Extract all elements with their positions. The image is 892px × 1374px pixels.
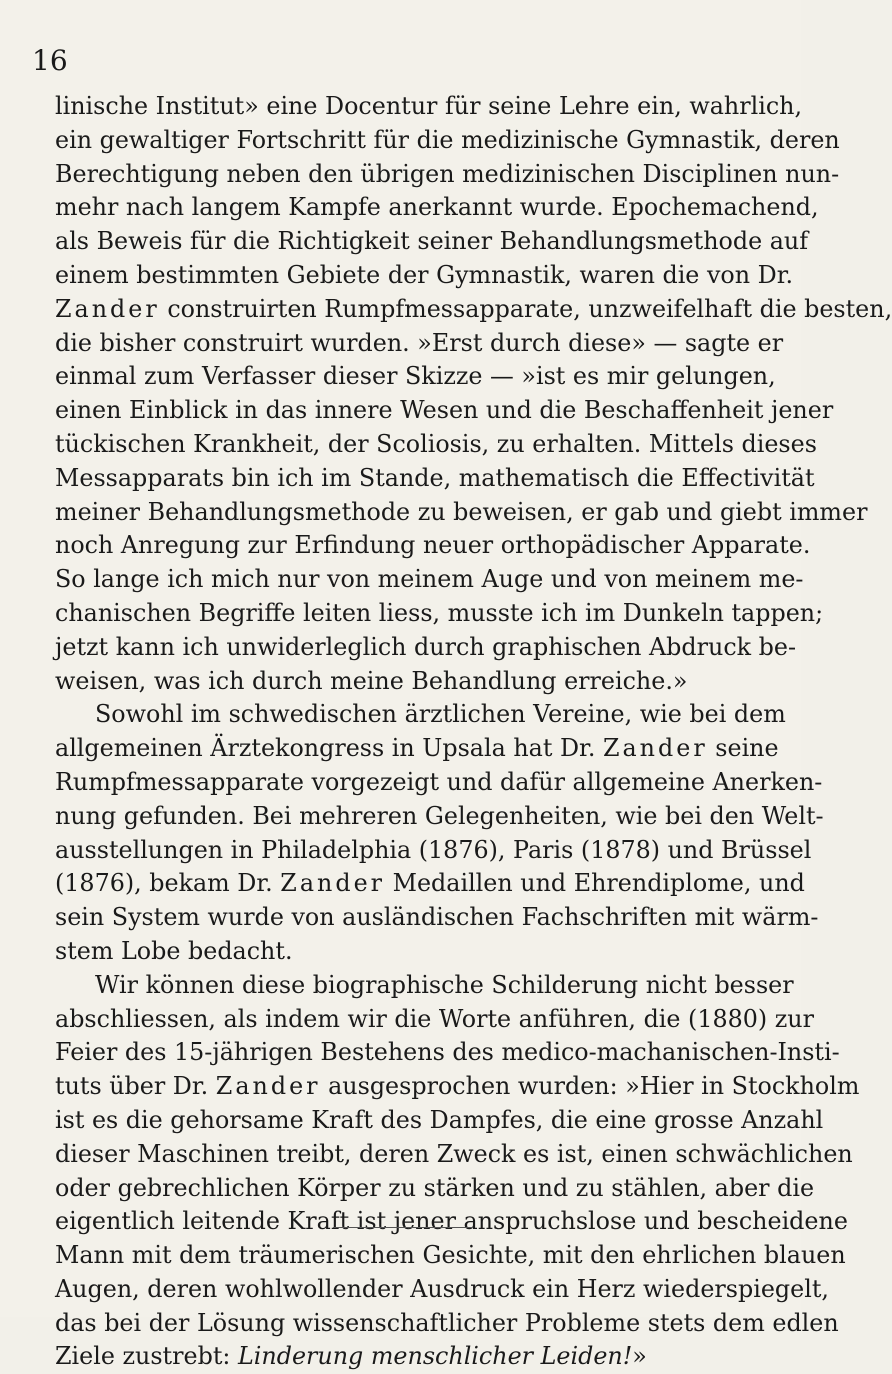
text-line: ist es die gehorsame Kraft des Dampfes, die eine grosse Anzahl <box>55 1105 824 1134</box>
text-line: Augen, deren wohlwollender Ausdruck ein Herz wiederspiegelt, <box>55 1274 829 1303</box>
text-line <box>55 732 779 766</box>
text-line <box>55 293 892 327</box>
text-line: Wir können diese biographische Schilderung nicht besser <box>95 970 794 999</box>
text-line: eigentlich leitende Kraft ist jener anspruchslose und bescheidene <box>55 1207 848 1236</box>
text-line: meiner Behandlungsmethode zu beweisen, er gab und giebt immer <box>55 497 868 526</box>
text-line <box>55 1070 860 1104</box>
text-run: construirten Rumpfmessapparate, unzweifelhaft die besten, <box>159 294 892 323</box>
text-line: noch Anregung zur Erfindung neuer orthopädischer Apparate. <box>55 531 811 560</box>
text-line: weisen, was ich durch meine Behandlung erreiche.» <box>55 666 688 695</box>
text-line: nung gefunden. Bei mehreren Gelegenheiten, wie bei den Welt- <box>55 801 824 830</box>
text-line: Berechtigung neben den übrigen medizinischen Disciplinen nun- <box>55 159 840 188</box>
text-line: So lange ich mich nur von meinem Auge und von meinem me- <box>55 565 804 594</box>
body-text <box>55 90 892 1374</box>
text-line: die bisher construirt wurden. »Erst durch diese» — sagte er <box>55 328 784 357</box>
text-line: linische Institut» eine Docentur für seine Lehre ein, wahrlich, <box>55 92 803 120</box>
text-line: jetzt kann ich unwiderleglich durch graphischen Abdruck be- <box>55 632 797 661</box>
text-line: einmal zum Verfasser dieser Skizze — »ist es mir gelungen, <box>55 362 776 391</box>
text-run: seine <box>707 734 779 763</box>
page-number: 16 <box>32 44 68 77</box>
text-line: stem Lobe bedacht. <box>55 936 293 965</box>
text-line: einem bestimmten Gebiete der Gymnastik, waren die von Dr. <box>55 260 794 289</box>
text-line: Sowohl im schwedischen ärztlichen Vereine, wie bei dem <box>95 700 786 729</box>
text-line: Feier des 15-jährigen Bestehens des medico-machanischen-Insti- <box>55 1038 840 1067</box>
text-line: als Beweis für die Richtigkeit seiner Behandlungsmethode auf <box>55 227 809 256</box>
spaced-name: Zander <box>602 734 708 763</box>
text-line: chanischen Begriffe leiten liess, musste ich im Dunkeln tappen; <box>55 598 824 627</box>
text-line: abschliessen, als indem wir die Worte anführen, die (1880) zur <box>55 1004 814 1033</box>
text-line: Mann mit dem träumerischen Gesichte, mit den ehrlichen blauen <box>55 1241 846 1270</box>
end-rule <box>333 1227 473 1228</box>
italic-phrase: Linderung menschlicher Leiden! <box>237 1342 633 1371</box>
spaced-name: Zander <box>215 1072 321 1101</box>
text-run: tuts über Dr. <box>55 1072 216 1101</box>
spaced-name: Zander <box>280 869 386 898</box>
text-line: ausstellungen in Philadelphia (1876), Paris (1878) und Brüssel <box>55 835 812 864</box>
text-line: Rumpfmessapparate vorgezeigt und dafür allgemeine Anerken- <box>55 767 823 796</box>
text-line: das bei der Lösung wissenschaftlicher Probleme stets dem edlen <box>55 1308 839 1337</box>
text-line: ein gewaltiger Fortschritt für die medizinische Gymnastik, deren <box>55 125 840 154</box>
text-line: sein System wurde von ausländischen Fachschriften mit wärm- <box>55 903 819 932</box>
text-line: mehr nach langem Kampfe anerkannt wurde. Epochemachend, <box>55 193 819 222</box>
spaced-name: Zander <box>55 294 160 323</box>
text-line <box>55 867 805 901</box>
text-run: ausgesprochen wurden: »Hier in Stockholm <box>320 1072 860 1101</box>
text-run: » <box>632 1342 647 1371</box>
text-run: allgemeinen Ärztekongress in Upsala hat Dr. <box>55 734 603 763</box>
text-line: einen Einblick in das innere Wesen und die Beschaffenheit jener <box>55 396 834 425</box>
text-run: Medaillen und Ehrendiplome, und <box>385 869 805 898</box>
text-line: oder gebrechlichen Körper zu stärken und zu stählen, aber die <box>55 1173 815 1202</box>
text-line <box>55 1340 775 1374</box>
text-run: Ziele zustrebt: <box>55 1342 238 1371</box>
text-line: tückischen Krankheit, der Scoliosis, zu erhalten. Mittels dieses <box>55 429 817 458</box>
text-run: (1876), bekam Dr. <box>55 869 281 898</box>
text-line: Messapparats bin ich im Stande, mathematisch die Effectivität <box>55 463 815 492</box>
text-line: dieser Maschinen treibt, deren Zweck es ist, einen schwächlichen <box>55 1139 853 1168</box>
